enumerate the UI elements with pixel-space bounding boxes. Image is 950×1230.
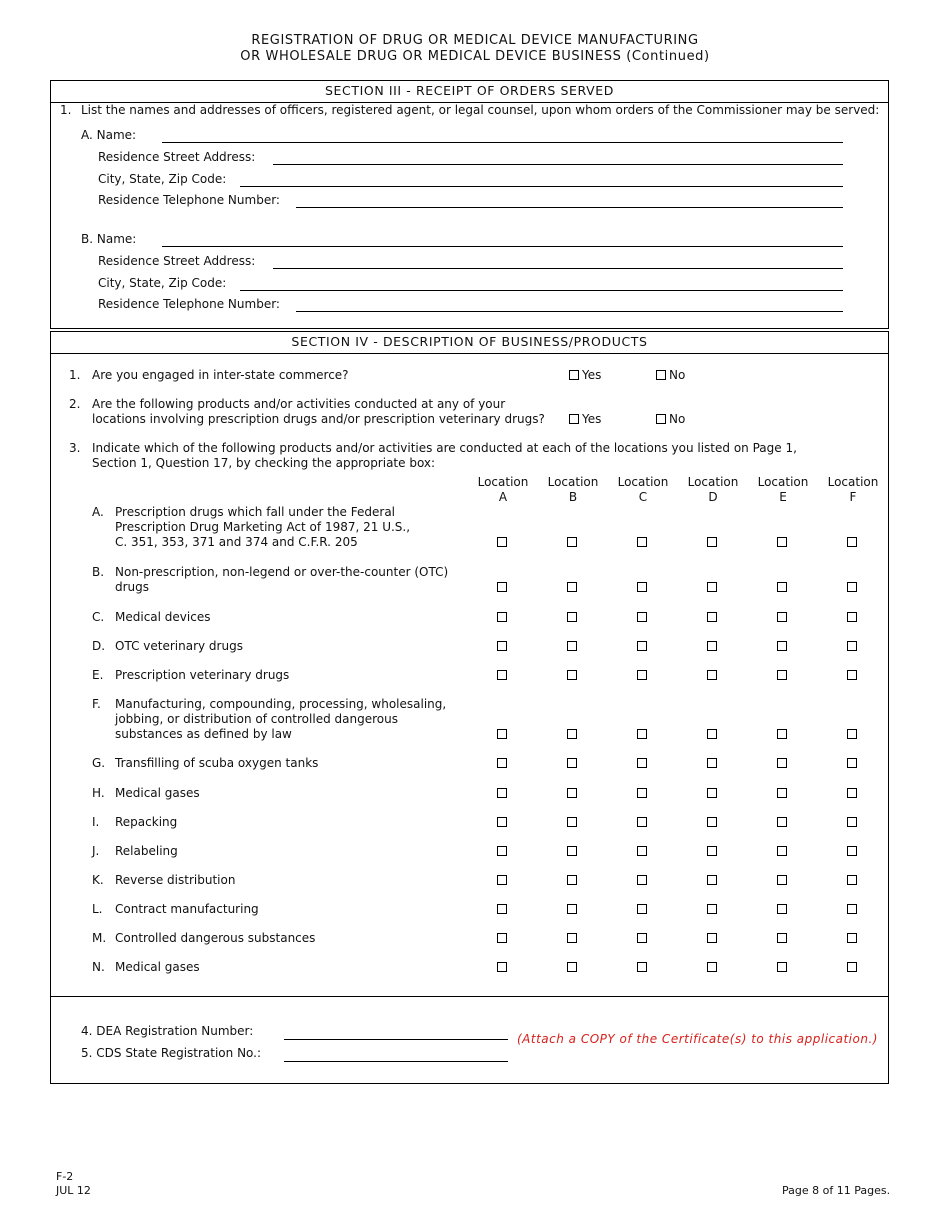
checkbox-e-location-b[interactable] — [567, 670, 577, 680]
form-id: F-2 — [56, 1170, 74, 1183]
activity-letter: C. — [92, 610, 105, 624]
activity-text: Controlled dangerous substances — [115, 931, 316, 945]
checkbox-a-location-e[interactable] — [777, 537, 787, 547]
checkbox-l-location-f[interactable] — [847, 904, 857, 914]
location-letter: F — [849, 490, 857, 504]
activity-text: Non-prescription, non-legend or over-the-counter (OTC) — [115, 565, 449, 579]
checkbox-m-location-e[interactable] — [777, 933, 787, 943]
location-header-f — [818, 475, 888, 505]
q2-no-label: No — [669, 412, 686, 426]
activity-letter: E. — [92, 668, 104, 682]
checkbox-g-location-d[interactable] — [707, 758, 717, 768]
checkbox-b-location-e[interactable] — [777, 582, 787, 592]
a-city-field[interactable] — [240, 186, 843, 187]
page-number: Page 8 of 11 Pages. — [782, 1184, 891, 1197]
checkbox-a-location-f[interactable] — [847, 537, 857, 547]
checkbox-b-location-c[interactable] — [637, 582, 647, 592]
checkbox-k-location-b[interactable] — [567, 875, 577, 885]
checkbox-g-location-e[interactable] — [777, 758, 787, 768]
location-header-c — [608, 475, 678, 505]
checkbox-c-location-c[interactable] — [637, 612, 647, 622]
checkbox-i-location-a[interactable] — [497, 817, 507, 827]
checkbox-b-location-b[interactable] — [567, 582, 577, 592]
checkbox-f-location-b[interactable] — [567, 729, 577, 739]
form-title-line1: REGISTRATION OF DRUG OR MEDICAL DEVICE MANUFACTURING — [251, 33, 699, 48]
activity-letter: M. — [92, 931, 107, 945]
form-title-line2: OR WHOLESALE DRUG OR MEDICAL DEVICE BUSINESS (Continued) — [240, 49, 710, 64]
activity-text: Medical gases — [115, 786, 200, 800]
activity-letter: D. — [92, 639, 106, 653]
location-word: Location — [617, 475, 669, 489]
b-phone-label: Residence Telephone Number: — [98, 297, 280, 311]
checkbox-l-location-c[interactable] — [637, 904, 647, 914]
b-city-field[interactable] — [240, 290, 843, 291]
checkbox-f-location-a[interactable] — [497, 729, 507, 739]
checkbox-a-location-c[interactable] — [637, 537, 647, 547]
checkbox-c-location-e[interactable] — [777, 612, 787, 622]
activity-text: substances as defined by law — [115, 727, 292, 741]
checkbox-j-location-d[interactable] — [707, 846, 717, 856]
checkbox-m-location-f[interactable] — [847, 933, 857, 943]
cds-label: 5. CDS State Registration No.: — [81, 1046, 262, 1060]
activity-letter: I. — [92, 815, 100, 829]
activity-letter: K. — [92, 873, 104, 887]
checkbox-c-location-a[interactable] — [497, 612, 507, 622]
location-word: Location — [687, 475, 739, 489]
checkbox-i-location-c[interactable] — [637, 817, 647, 827]
checkbox-a-location-d[interactable] — [707, 537, 717, 547]
checkbox-e-location-c[interactable] — [637, 670, 647, 680]
location-header-a — [468, 475, 538, 505]
a-street-field[interactable] — [273, 164, 843, 165]
checkbox-b-location-f[interactable] — [847, 582, 857, 592]
activity-letter: J. — [92, 844, 100, 858]
a-phone-field[interactable] — [296, 207, 843, 208]
checkbox-i-location-e[interactable] — [777, 817, 787, 827]
checkbox-i-location-f[interactable] — [847, 817, 857, 827]
checkbox-b-location-a[interactable] — [497, 582, 507, 592]
s4-q3-line1: Indicate which of the following products and/or activities are conducted at each of the locations you listed on Page 1, — [92, 441, 797, 455]
activity-text: drugs — [115, 580, 150, 594]
a-street-label: Residence Street Address: — [98, 150, 256, 164]
activity-text: Relabeling — [115, 844, 178, 858]
checkbox-d-location-c[interactable] — [637, 641, 647, 651]
location-header-e — [748, 475, 818, 505]
s4-q3-number: 3. — [69, 441, 81, 455]
checkbox-f-location-d[interactable] — [707, 729, 717, 739]
a-name-field[interactable] — [162, 142, 843, 143]
activity-letter: G. — [92, 756, 106, 770]
activity-text: Medical devices — [115, 610, 211, 624]
b-city-label: City, State, Zip Code: — [98, 276, 227, 290]
activity-letter: F. — [92, 697, 101, 711]
b-name-label: B. Name: — [81, 232, 137, 246]
location-word: Location — [477, 475, 529, 489]
a-city-label: City, State, Zip Code: — [98, 172, 227, 186]
attach-certificate-note: (Attach a COPY of the Certificate(s) to this application.) — [517, 1032, 878, 1046]
checkbox-d-location-a[interactable] — [497, 641, 507, 651]
location-word: Location — [757, 475, 809, 489]
checkbox-m-location-d[interactable] — [707, 933, 717, 943]
activity-text: C. 351, 353, 371 and 374 and C.F.R. 205 — [115, 535, 358, 549]
dea-label: 4. DEA Registration Number: — [81, 1024, 254, 1038]
a-name-label: A. Name: — [81, 128, 137, 142]
checkbox-h-location-c[interactable] — [637, 788, 647, 798]
checkbox-g-location-a[interactable] — [497, 758, 507, 768]
q2-yes-label: Yes — [582, 412, 602, 426]
b-street-field[interactable] — [273, 268, 843, 269]
checkbox-k-location-c[interactable] — [637, 875, 647, 885]
checkbox-l-location-b[interactable] — [567, 904, 577, 914]
checkbox-n-location-a[interactable] — [497, 962, 507, 972]
checkbox-a-location-b[interactable] — [567, 537, 577, 547]
checkbox-n-location-e[interactable] — [777, 962, 787, 972]
activity-letter: N. — [92, 960, 105, 974]
checkbox-d-location-e[interactable] — [777, 641, 787, 651]
section-4-box — [50, 331, 889, 997]
activity-text: Manufacturing, compounding, processing, wholesaling, — [115, 697, 447, 711]
checkbox-f-location-c[interactable] — [637, 729, 647, 739]
activity-letter: H. — [92, 786, 105, 800]
q1-no-label: No — [669, 368, 686, 382]
section-3-title: SECTION III - RECEIPT OF ORDERS SERVED — [51, 81, 888, 103]
activity-text: jobbing, or distribution of controlled dangerous — [115, 712, 398, 726]
b-street-label: Residence Street Address: — [98, 254, 256, 268]
checkbox-e-location-f[interactable] — [847, 670, 857, 680]
checkbox-n-location-f[interactable] — [847, 962, 857, 972]
registration-box — [50, 996, 889, 1084]
checkbox-b-location-d[interactable] — [707, 582, 717, 592]
checkbox-e-location-d[interactable] — [707, 670, 717, 680]
q2-no-checkbox[interactable] — [656, 414, 666, 424]
s4-q1-number: 1. — [69, 368, 81, 382]
activity-text: OTC veterinary drugs — [115, 639, 243, 653]
checkbox-j-location-f[interactable] — [847, 846, 857, 856]
location-letter: D — [708, 490, 718, 504]
checkbox-n-location-c[interactable] — [637, 962, 647, 972]
checkbox-i-location-d[interactable] — [707, 817, 717, 827]
checkbox-j-location-c[interactable] — [637, 846, 647, 856]
q2-yes-checkbox[interactable] — [569, 414, 579, 424]
location-header-b — [538, 475, 608, 505]
s4-q2-line2: locations involving prescription drugs and/or prescription veterinary drugs? — [92, 412, 545, 426]
activity-text: Medical gases — [115, 960, 200, 974]
activity-text: Reverse distribution — [115, 873, 236, 887]
checkbox-l-location-d[interactable] — [707, 904, 717, 914]
activity-letter: A. — [92, 505, 104, 519]
checkbox-g-location-b[interactable] — [567, 758, 577, 768]
checkbox-h-location-b[interactable] — [567, 788, 577, 798]
checkbox-c-location-d[interactable] — [707, 612, 717, 622]
checkbox-d-location-f[interactable] — [847, 641, 857, 651]
activity-text: Prescription veterinary drugs — [115, 668, 290, 682]
b-phone-field[interactable] — [296, 311, 843, 312]
activity-text: Transfilling of scuba oxygen tanks — [115, 756, 319, 770]
location-word: Location — [827, 475, 879, 489]
checkbox-f-location-e[interactable] — [777, 729, 787, 739]
checkbox-h-location-f[interactable] — [847, 788, 857, 798]
checkbox-h-location-d[interactable] — [707, 788, 717, 798]
q1-no-checkbox[interactable] — [656, 370, 666, 380]
checkbox-c-location-f[interactable] — [847, 612, 857, 622]
checkbox-c-location-b[interactable] — [567, 612, 577, 622]
checkbox-f-location-f[interactable] — [847, 729, 857, 739]
checkbox-m-location-c[interactable] — [637, 933, 647, 943]
q1-yes-label: Yes — [582, 368, 602, 382]
checkbox-g-location-f[interactable] — [847, 758, 857, 768]
checkbox-g-location-c[interactable] — [637, 758, 647, 768]
checkbox-d-location-d[interactable] — [707, 641, 717, 651]
checkbox-j-location-a[interactable] — [497, 846, 507, 856]
checkbox-k-location-f[interactable] — [847, 875, 857, 885]
s4-q1-text: Are you engaged in inter-state commerce? — [92, 368, 349, 382]
checkbox-j-location-b[interactable] — [567, 846, 577, 856]
checkbox-m-location-b[interactable] — [567, 933, 577, 943]
form-date: JUL 12 — [56, 1184, 91, 1197]
checkbox-l-location-a[interactable] — [497, 904, 507, 914]
checkbox-a-location-a[interactable] — [497, 537, 507, 547]
s4-q2-line1: Are the following products and/or activities conducted at any of your — [92, 397, 506, 411]
activity-text: Contract manufacturing — [115, 902, 259, 916]
checkbox-e-location-e[interactable] — [777, 670, 787, 680]
checkbox-i-location-b[interactable] — [567, 817, 577, 827]
location-letter: E — [779, 490, 787, 504]
checkbox-j-location-e[interactable] — [777, 846, 787, 856]
checkbox-h-location-a[interactable] — [497, 788, 507, 798]
s3-q1-number: 1. — [60, 103, 72, 117]
s3-q1-text: List the names and addresses of officers, registered agent, or legal counsel, upon whom orders of the Commissioner may be served: — [81, 103, 880, 117]
checkbox-e-location-a[interactable] — [497, 670, 507, 680]
checkbox-k-location-e[interactable] — [777, 875, 787, 885]
activity-text: Prescription Drug Marketing Act of 1987, 21 U.S., — [115, 520, 411, 534]
b-name-field[interactable] — [162, 246, 843, 247]
activity-letter: B. — [92, 565, 105, 579]
checkbox-h-location-e[interactable] — [777, 788, 787, 798]
location-word: Location — [547, 475, 599, 489]
location-letter: C — [638, 490, 648, 504]
checkbox-d-location-b[interactable] — [567, 641, 577, 651]
section-4-title: SECTION IV - DESCRIPTION OF BUSINESS/PRODUCTS — [51, 332, 888, 354]
s4-q3-line2: Section 1, Question 17, by checking the appropriate box: — [92, 456, 436, 470]
checkbox-m-location-a[interactable] — [497, 933, 507, 943]
location-letter: A — [498, 490, 508, 504]
location-header-d — [678, 475, 748, 505]
checkbox-l-location-e[interactable] — [777, 904, 787, 914]
activity-text: Repacking — [115, 815, 178, 829]
a-phone-label: Residence Telephone Number: — [98, 193, 280, 207]
q1-yes-checkbox[interactable] — [569, 370, 579, 380]
checkbox-n-location-d[interactable] — [707, 962, 717, 972]
checkbox-n-location-b[interactable] — [567, 962, 577, 972]
activity-text: Prescription drugs which fall under the Federal — [115, 505, 396, 519]
checkbox-k-location-a[interactable] — [497, 875, 507, 885]
checkbox-k-location-d[interactable] — [707, 875, 717, 885]
s4-q2-number: 2. — [69, 397, 81, 411]
activity-letter: L. — [92, 902, 103, 916]
location-letter: B — [568, 490, 578, 504]
